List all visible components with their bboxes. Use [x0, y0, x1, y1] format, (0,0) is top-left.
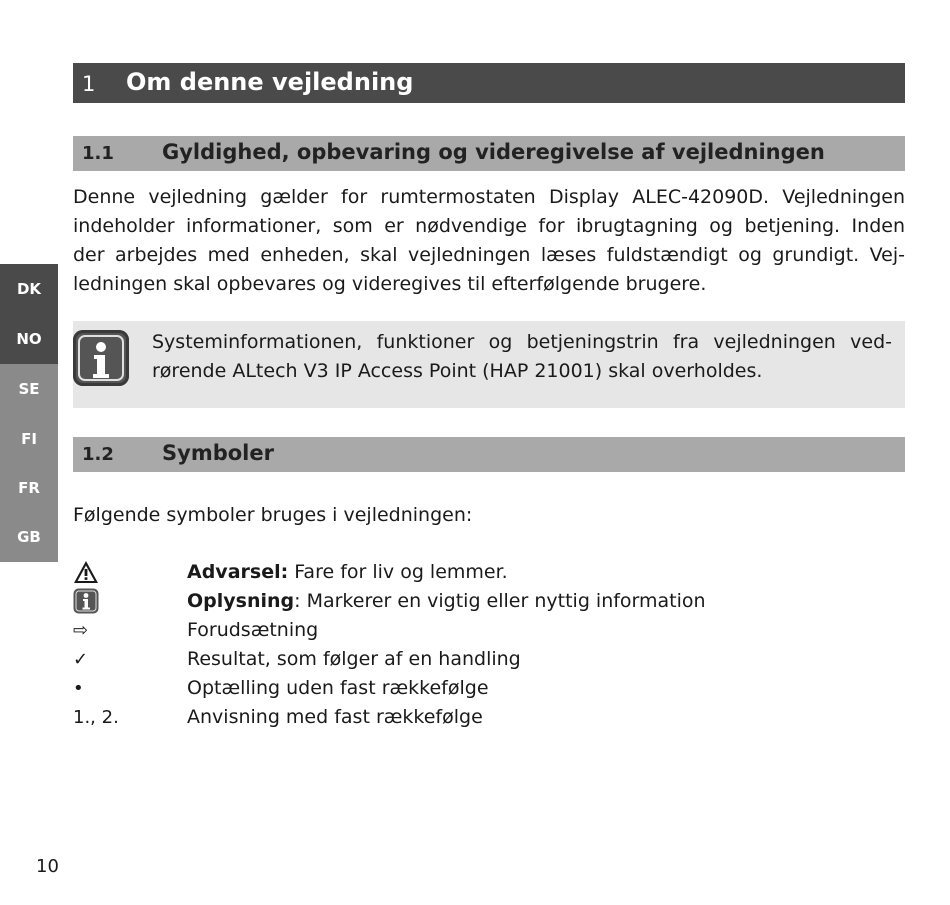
chapter-header — [73, 63, 905, 103]
chapter-number: 1 — [82, 72, 96, 96]
symbol-text: Resultat, som følger af en handling — [187, 648, 521, 670]
info-text — [152, 328, 892, 386]
section-title: Gyldighed, opbevaring og videregivelse af vejledningen — [162, 140, 825, 164]
warning-triangle-icon — [73, 558, 163, 587]
symbol-row-prerequisite — [73, 616, 853, 645]
language-tab-fi[interactable]: FI — [0, 414, 58, 464]
info-icon — [73, 587, 163, 616]
language-tab-se[interactable]: SE — [0, 364, 58, 414]
paragraph-line: indeholder informationer, som er nødvendige for ibrugtagning og betjening. Inden — [73, 215, 905, 237]
info-box — [73, 321, 905, 408]
arrow-right-outline-icon: ⇨ — [73, 620, 89, 641]
symbol-text: Anvisning med fast rækkefølge — [187, 706, 483, 728]
symbols-intro: Følgende symboler bruges i vejledningen: — [73, 504, 473, 526]
symbol-row-bullet — [73, 674, 853, 703]
symbol-row-numbering — [73, 703, 853, 732]
info-line: Systeminformationen, funktioner og betjeningstrin fra vejledningen ved- — [152, 331, 892, 353]
symbol-description — [187, 558, 508, 587]
language-tab-no[interactable]: NO — [0, 314, 58, 364]
section-header-validity — [73, 136, 905, 171]
symbol-row-info — [73, 587, 853, 616]
section-number: 1.2 — [82, 444, 114, 465]
info-icon — [73, 330, 129, 386]
symbol-row-warning — [73, 558, 853, 587]
symbol-text: Optælling uden fast rækkefølge — [187, 677, 489, 699]
symbol-label: Oplysning — [187, 590, 295, 612]
paragraph-line: Denne vejledning gælder for rumtermostaten Display ALEC-42090D. Vejledningen — [73, 186, 905, 208]
symbol-text: Forudsætning — [187, 619, 319, 641]
language-tab-fr[interactable]: FR — [0, 463, 58, 513]
symbol-row-result — [73, 645, 853, 674]
chapter-title: Om denne vejledning — [126, 68, 414, 96]
section-header-symbols — [73, 437, 905, 472]
numbering-icon: 1., 2. — [73, 707, 119, 728]
section-number: 1.1 — [82, 143, 114, 164]
checkmark-icon: ✓ — [73, 649, 89, 670]
paragraph-line: der arbejdes med enheden, skal vejledningen læses fuldstændigt og grundigt. Vej- — [73, 244, 905, 266]
symbol-label: Advarsel: — [187, 561, 289, 583]
language-tab-gb[interactable]: GB — [0, 512, 58, 562]
bullet-icon: • — [73, 678, 84, 699]
paragraph-line: ledningen skal opbevares og videregives til efterfølgende brugere. — [73, 273, 707, 295]
section-title: Symboler — [162, 441, 274, 465]
symbol-text: : Markerer en vigtig eller nyttig information — [294, 590, 706, 612]
validity-paragraph — [73, 183, 905, 299]
symbol-text: Fare for liv og lemmer. — [288, 561, 508, 583]
page-number: 10 — [36, 856, 59, 877]
language-tab-dk[interactable]: DK — [0, 264, 58, 314]
symbol-description — [187, 587, 706, 616]
info-line: rørende ALtech V3 IP Access Point (HAP 21001) skal overholdes. — [152, 360, 763, 382]
